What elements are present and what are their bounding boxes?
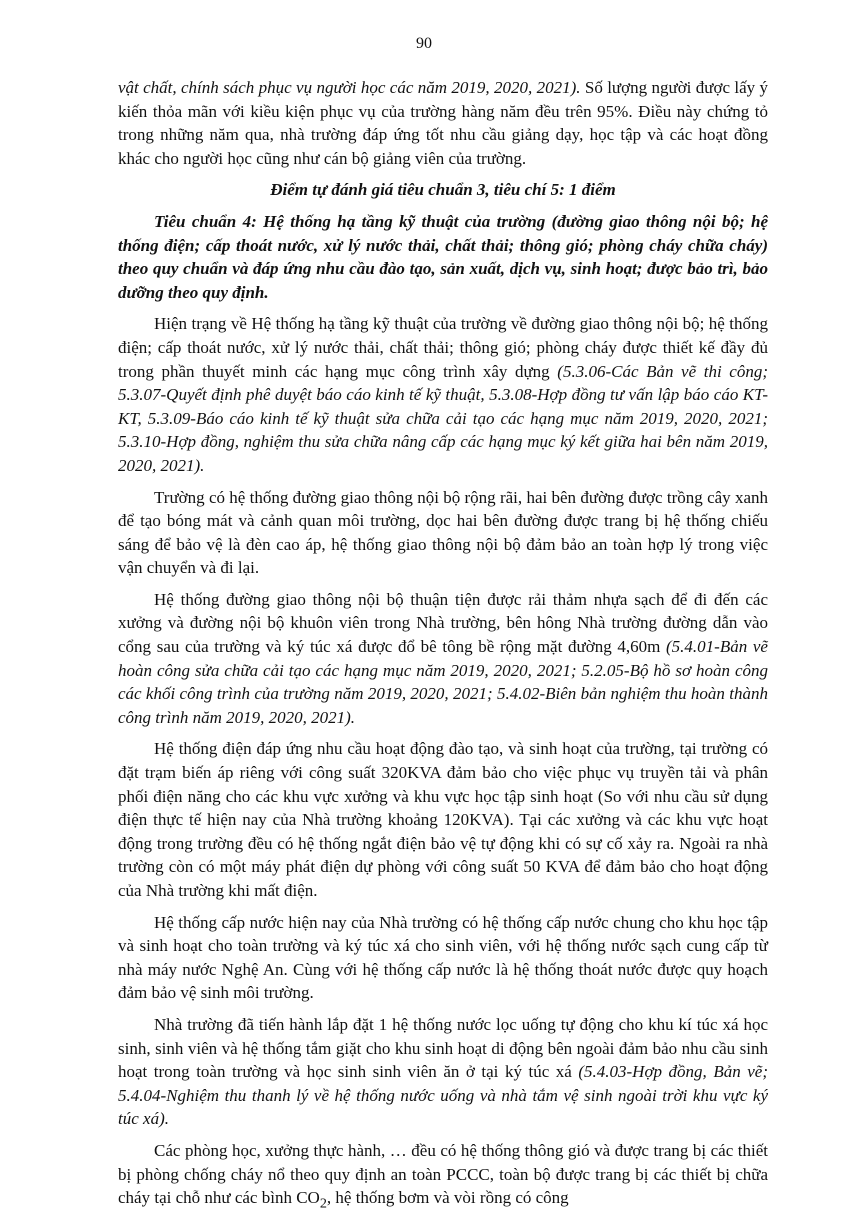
paragraph-water-filter [118, 1013, 768, 1131]
page-number: 90 [416, 35, 432, 52]
subscript-2: 2 [319, 1195, 327, 1212]
page-body [118, 76, 768, 1224]
paragraph-text: Số lượng người được lấy ý kiến thỏa mãn với kiều kiện phục vụ của trường hàng năm đều trên 95%. Điều này chứng tỏ trong những năm qua, nhà trường đáp ứng tốt nhu cầu giảng dạy, học tập và các hoạt đồng khác cho người học cũng như cán bộ giảng viên của trường. [118, 78, 768, 168]
paragraph-text: Các phòng học, xưởng thực hành, … đều có hệ thống thông gió và được trang bị các thiết bị phòng chống cháy nổ theo quy định an toàn PCCC, toàn bộ được trang bị các thiết bị chữa cháy tại chỗ như các bình CO [118, 1140, 768, 1208]
paragraph-ventilation [118, 1139, 768, 1216]
paragraph-text: Hiện trạng về Hệ thống hạ tầng kỹ thuật của trường về đường giao thông nội bộ; hệ thống điện; cấp thoát nước, xử lý nước thải, chất thải; thông gió; phòng cháy được thiết kế đầy đủ trong phần thuyết minh các hạng mục công trình xây dựng [118, 314, 768, 381]
paragraph-road-surface [118, 588, 768, 730]
paragraph-electricity: Hệ thống điện đáp ứng nhu cầu hoạt động đào tạo, và sinh hoạt của trường, tại trường có đặt trạm biến áp riêng với công suất 320KVA đảm bảo cho việc phục vụ truyền tải và phân phối điện năng cho các khu vực xưởng và khu vực học tập sinh hoạt (So với nhu cầu sử dụng điện thực tế hiện nay của Nhà trường khoảng 120KVA). Tại các xưởng và các khu vực hoạt động trong trường đều có hệ thống ngắt điện bảo vệ tự động khi có sự cố xảy ra. Ngoài ra nhà trường còn có một máy phát điện dự phòng với công suất 50 KVA để đảm bảo cho hoạt động của Nhà trường khi mất điện. [118, 739, 768, 900]
paragraph-infrastructure [118, 312, 768, 477]
paragraph-text-tail: , hệ thống bơm và vòi rồng có công [326, 1188, 569, 1208]
citation-italic: (5.3.06-Các Bản vẽ thi công; 5.3.07-Quyết định phê duyệt báo cáo kinh tế kỹ thuật, 5.3.08-Hợp đồng tư vấn lập báo cáo KT-KT, 5.3.09-Báo cáo kinh tế kỹ thuật sửa chữa cải tạo các hạng mục năm 2019, 2020, 2021; 5.3.10-Hợp đồng, nghiệm thu sửa chữa nâng cấp các hạng mục ký kết giữa hai bên năm 2019, 2020, 2021). [118, 361, 768, 475]
citation-italic: vật chất, chính sách phục vụ người học các năm 2019, 2020, 2021). [118, 78, 581, 97]
paragraph-continuation [118, 76, 768, 170]
citation-italic: (5.4.03-Hợp đồng, Bản vẽ; 5.4.04-Nghiệm thu thanh lý về hệ thống nước uống và nhà tắm vệ sinh ngoài trời khu vực ký túc xá). [118, 1062, 768, 1129]
section-heading: Tiêu chuẩn 4: Hệ thống hạ tầng kỹ thuật của trường (đường giao thông nội bộ; hệ thống điện; cấp thoát nước, xử lý nước thải, chất thải; thông gió; phòng cháy chữa cháy) theo quy chuẩn và đáp ứng nhu cầu đào tạo, sản xuất, dịch vụ, sinh hoạt; được bảo trì, bảo dưỡng theo quy định. [118, 211, 768, 302]
paragraph-text: Hệ thống đường giao thông nội bộ thuận tiện được rải thảm nhựa sạch để đi đến các xưởng và đường nội bộ khuôn viên trong Nhà trường, bên hông Nhà trường đường dẫn vào cổng sau của trường và ký túc xá được đổ bê tông bề rộng mặt đường 4,60m [118, 589, 768, 657]
paragraph-text: Nhà trường đã tiến hành lắp đặt 1 hệ thống nước lọc uống tự động cho khu kí túc xá học sinh, sinh viên và hệ thống tắm giặt cho khu sinh hoạt di động bên ngoài đảm bảo nhu cầu sinh hoạt trong toàn trường và học sinh sinh viên ăn ở tại ký túc xá [118, 1014, 768, 1082]
citation-italic: (5.4.01-Bản vẽ hoàn công sửa chữa cải tạo các hạng mục năm 2019, 2020, 2021; 5.2.05-Bộ hồ sơ hoàn công các khối công trình của trường năm 2019, 2020, 2021; 5.4.02-Biên bản nghiệm thu hoàn thành công trình năm 2019, 2020, 2021). [118, 637, 768, 727]
paragraph-roads: Trường có hệ thống đường giao thông nội bộ rộng rãi, hai bên đường được trồng cây xanh để tạo bóng mát và cảnh quan môi trường, dọc hai bên đường được trang bị hệ thống chiếu sáng để bảo vệ là đèn cao áp, hệ thống giao thông nội bộ đảm bảo an toàn hợp lý trong việc vận chuyển và đi lại. [118, 487, 768, 578]
score-line: Điểm tự đánh giá tiêu chuẩn 3, tiêu chí 5: 1 điểm [270, 180, 616, 200]
paragraph-water-supply: Hệ thống cấp nước hiện nay của Nhà trường có hệ thống cấp nước chung cho khu học tập và sinh hoạt cho toàn trường và ký túc xá cho sinh viên, với hệ thống nước sạch cung cấp từ nhà máy nước Nghệ An. Cùng với hệ thống cấp nước là hệ thống thoát nước được quy hoạch đảm bảo vệ sinh môi trường. [118, 912, 768, 1003]
